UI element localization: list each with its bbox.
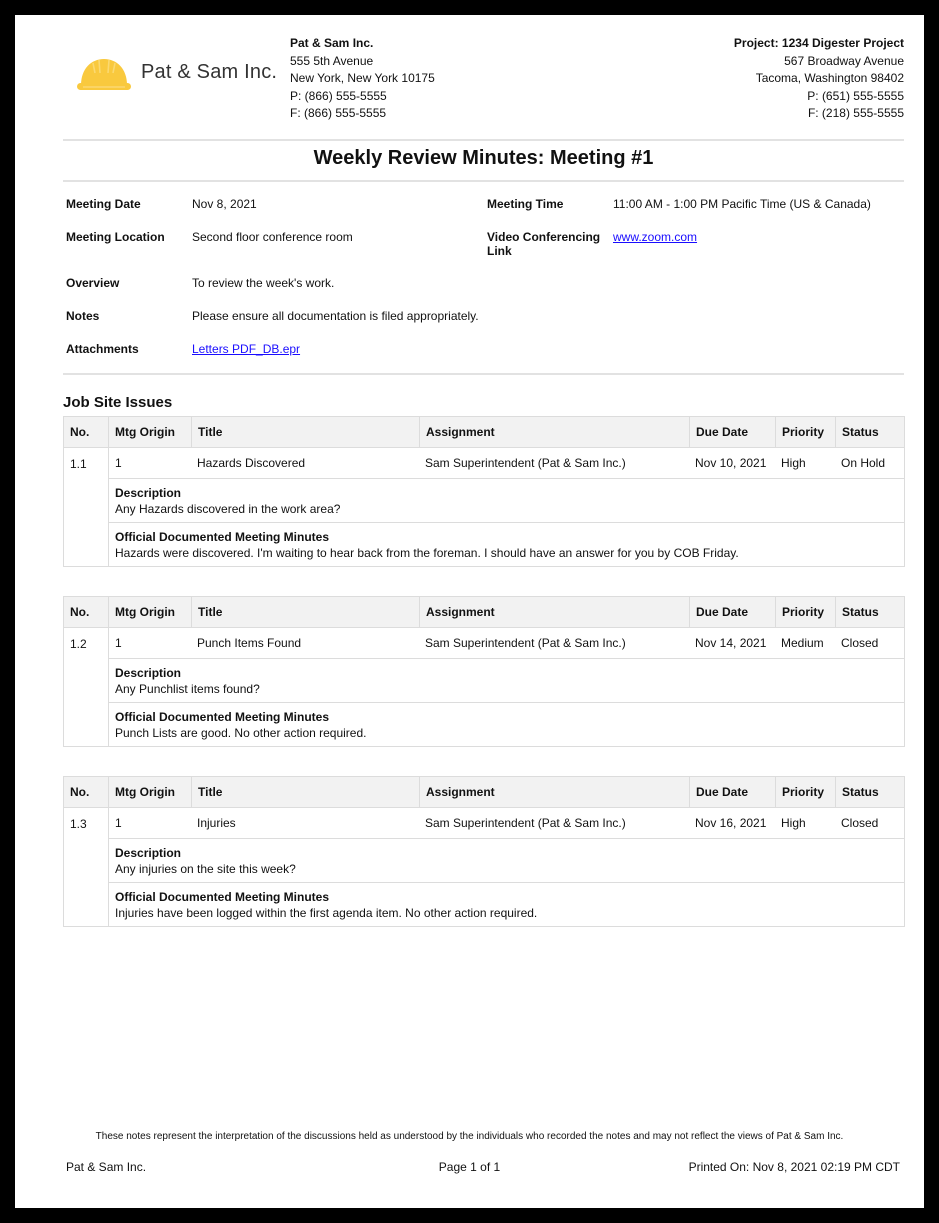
company-address-line1: 555 5th Avenue bbox=[290, 53, 374, 68]
issue-assignment: Sam Superintendent (Pat & Sam Inc.) bbox=[425, 816, 626, 830]
overview-label: Overview bbox=[66, 276, 120, 290]
issue-title: Hazards Discovered bbox=[197, 456, 306, 470]
issue-description-block bbox=[109, 839, 904, 882]
project-address-line1: 567 Broadway Avenue bbox=[784, 53, 904, 68]
issue-card-1-1 bbox=[63, 416, 905, 567]
video-conferencing-link[interactable]: www.zoom.com bbox=[613, 230, 698, 244]
meeting-date-value: Nov 8, 2021 bbox=[192, 197, 257, 211]
attachments-label: Attachments bbox=[66, 342, 139, 356]
issue-card-1-3 bbox=[63, 776, 905, 927]
col-header-mtg-origin: Mtg Origin bbox=[109, 597, 192, 627]
company-phone: P: (866) 555-5555 bbox=[290, 88, 387, 103]
col-header-assignment: Assignment bbox=[420, 777, 690, 807]
minutes-label: Official Documented Meeting Minutes bbox=[115, 710, 330, 724]
notes-label: Notes bbox=[66, 309, 100, 323]
footer-company: Pat & Sam Inc. bbox=[66, 1160, 147, 1174]
project-phone: P: (651) 555-5555 bbox=[807, 88, 904, 103]
issue-mtg-origin: 1 bbox=[115, 456, 122, 470]
issue-minutes-block bbox=[109, 702, 904, 746]
issue-minutes: Punch Lists are good. No other action required. bbox=[115, 726, 367, 740]
company-name: Pat & Sam Inc. bbox=[290, 36, 374, 50]
issue-table-header bbox=[64, 777, 904, 808]
issue-description-block bbox=[109, 659, 904, 702]
hard-hat-icon bbox=[75, 49, 133, 95]
issue-assignment: Sam Superintendent (Pat & Sam Inc.) bbox=[425, 636, 626, 650]
col-header-status: Status bbox=[842, 605, 879, 619]
meeting-date-label: Meeting Date bbox=[66, 197, 141, 211]
col-header-mtg-origin: Mtg Origin bbox=[109, 417, 192, 447]
col-header-priority: Priority bbox=[776, 417, 836, 447]
divider bbox=[63, 139, 904, 141]
issue-status: On Hold bbox=[841, 456, 886, 470]
issue-number: 1.3 bbox=[70, 816, 87, 831]
issue-status: Closed bbox=[841, 636, 879, 650]
issue-table-header bbox=[64, 417, 904, 448]
issue-mtg-origin: 1 bbox=[115, 636, 122, 650]
issue-due-date: Nov 14, 2021 bbox=[695, 636, 767, 650]
divider bbox=[63, 180, 904, 182]
col-header-assignment: Assignment bbox=[420, 417, 690, 447]
issue-minutes-block bbox=[109, 882, 904, 926]
project-fax: F: (218) 555-5555 bbox=[807, 106, 904, 120]
col-header-title: Title bbox=[192, 597, 420, 627]
footer-printed-on: Printed On: Nov 8, 2021 02:19 PM CDT bbox=[688, 1160, 900, 1174]
meeting-location-label: Meeting Location bbox=[66, 230, 165, 244]
table-row bbox=[64, 808, 904, 926]
col-header-status: Status bbox=[842, 785, 879, 799]
col-header-no: No. bbox=[64, 417, 109, 447]
col-header-no: No. bbox=[64, 777, 109, 807]
issue-number: 1.1 bbox=[70, 456, 87, 471]
issue-mtg-origin: 1 bbox=[115, 816, 122, 830]
issue-description: Any Punchlist items found? bbox=[115, 682, 260, 696]
attachment-link[interactable]: Letters PDF_DB.epr bbox=[192, 342, 301, 356]
video-label-line1: Video Conferencing bbox=[487, 230, 601, 244]
issue-minutes: Injuries have been logged within the first agenda item. No other action required. bbox=[115, 906, 538, 920]
col-header-priority: Priority bbox=[776, 777, 836, 807]
issue-description-block bbox=[109, 479, 904, 522]
issue-priority: High bbox=[781, 816, 806, 830]
col-header-due-date: Due Date bbox=[690, 597, 776, 627]
overview-value: To review the week's work. bbox=[192, 276, 335, 290]
col-header-due-date: Due Date bbox=[690, 777, 776, 807]
issue-table-header bbox=[64, 597, 904, 628]
project-address-line2: Tacoma, Washington 98402 bbox=[755, 71, 904, 85]
issue-status: Closed bbox=[841, 816, 879, 830]
col-header-due-date: Due Date bbox=[690, 417, 776, 447]
issue-priority: High bbox=[781, 456, 806, 470]
col-header-assignment: Assignment bbox=[420, 597, 690, 627]
issue-minutes: Hazards were discovered. I'm waiting to hear back from the foreman. I should have an answer for you by COB Friday. bbox=[115, 546, 739, 560]
divider bbox=[63, 373, 904, 375]
issue-due-date: Nov 10, 2021 bbox=[695, 456, 767, 470]
video-label-line2: Link bbox=[487, 244, 512, 258]
company-address-line2: New York, New York 10175 bbox=[290, 71, 435, 85]
col-header-mtg-origin: Mtg Origin bbox=[109, 777, 192, 807]
issue-due-date: Nov 16, 2021 bbox=[695, 816, 767, 830]
issue-card-1-2 bbox=[63, 596, 905, 747]
company-logo bbox=[75, 49, 277, 95]
col-header-no: No. bbox=[64, 597, 109, 627]
page-title: Weekly Review Minutes: Meeting #1 bbox=[313, 147, 654, 169]
meeting-time-value: 11:00 AM - 1:00 PM Pacific Time (US & Canada) bbox=[613, 197, 871, 211]
document-page bbox=[15, 15, 924, 1208]
logo-text: Pat & Sam Inc. bbox=[141, 60, 278, 83]
issue-priority: Medium bbox=[781, 636, 824, 650]
issue-title: Punch Items Found bbox=[197, 636, 302, 650]
issue-assignment: Sam Superintendent (Pat & Sam Inc.) bbox=[425, 456, 626, 470]
company-fax: F: (866) 555-5555 bbox=[290, 106, 387, 120]
col-header-title: Title bbox=[192, 417, 420, 447]
issue-minutes-block bbox=[109, 522, 904, 566]
issue-title: Injuries bbox=[197, 816, 236, 830]
description-label: Description bbox=[115, 486, 182, 500]
meeting-location-value: Second floor conference room bbox=[192, 230, 353, 244]
col-header-title: Title bbox=[192, 777, 420, 807]
video-conferencing-label bbox=[487, 230, 600, 258]
section-title-job-site-issues: Job Site Issues bbox=[63, 394, 173, 411]
project-address-block bbox=[734, 35, 904, 123]
table-row bbox=[64, 448, 904, 566]
minutes-label: Official Documented Meeting Minutes bbox=[115, 890, 330, 904]
description-label: Description bbox=[115, 846, 182, 860]
description-label: Description bbox=[115, 666, 182, 680]
issue-description: Any Hazards discovered in the work area? bbox=[115, 502, 341, 516]
col-header-status: Status bbox=[842, 425, 879, 439]
minutes-label: Official Documented Meeting Minutes bbox=[115, 530, 330, 544]
meeting-time-label: Meeting Time bbox=[487, 197, 564, 211]
issue-number: 1.2 bbox=[70, 636, 87, 651]
document-header bbox=[15, 15, 924, 145]
issue-description: Any injuries on the site this week? bbox=[115, 862, 296, 876]
col-header-priority: Priority bbox=[776, 597, 836, 627]
footer-page-number: Page 1 of 1 bbox=[438, 1160, 501, 1174]
table-row bbox=[64, 628, 904, 746]
notes-value: Please ensure all documentation is filed appropriately. bbox=[192, 309, 479, 323]
project-name: Project: 1234 Digester Project bbox=[733, 36, 904, 50]
footer-disclaimer: These notes represent the interpretation of the discussions held as understood by the individuals who recorded the notes and may not reflect the views of Pat & Sam Inc. bbox=[95, 1131, 844, 1142]
company-address-block bbox=[290, 35, 435, 123]
